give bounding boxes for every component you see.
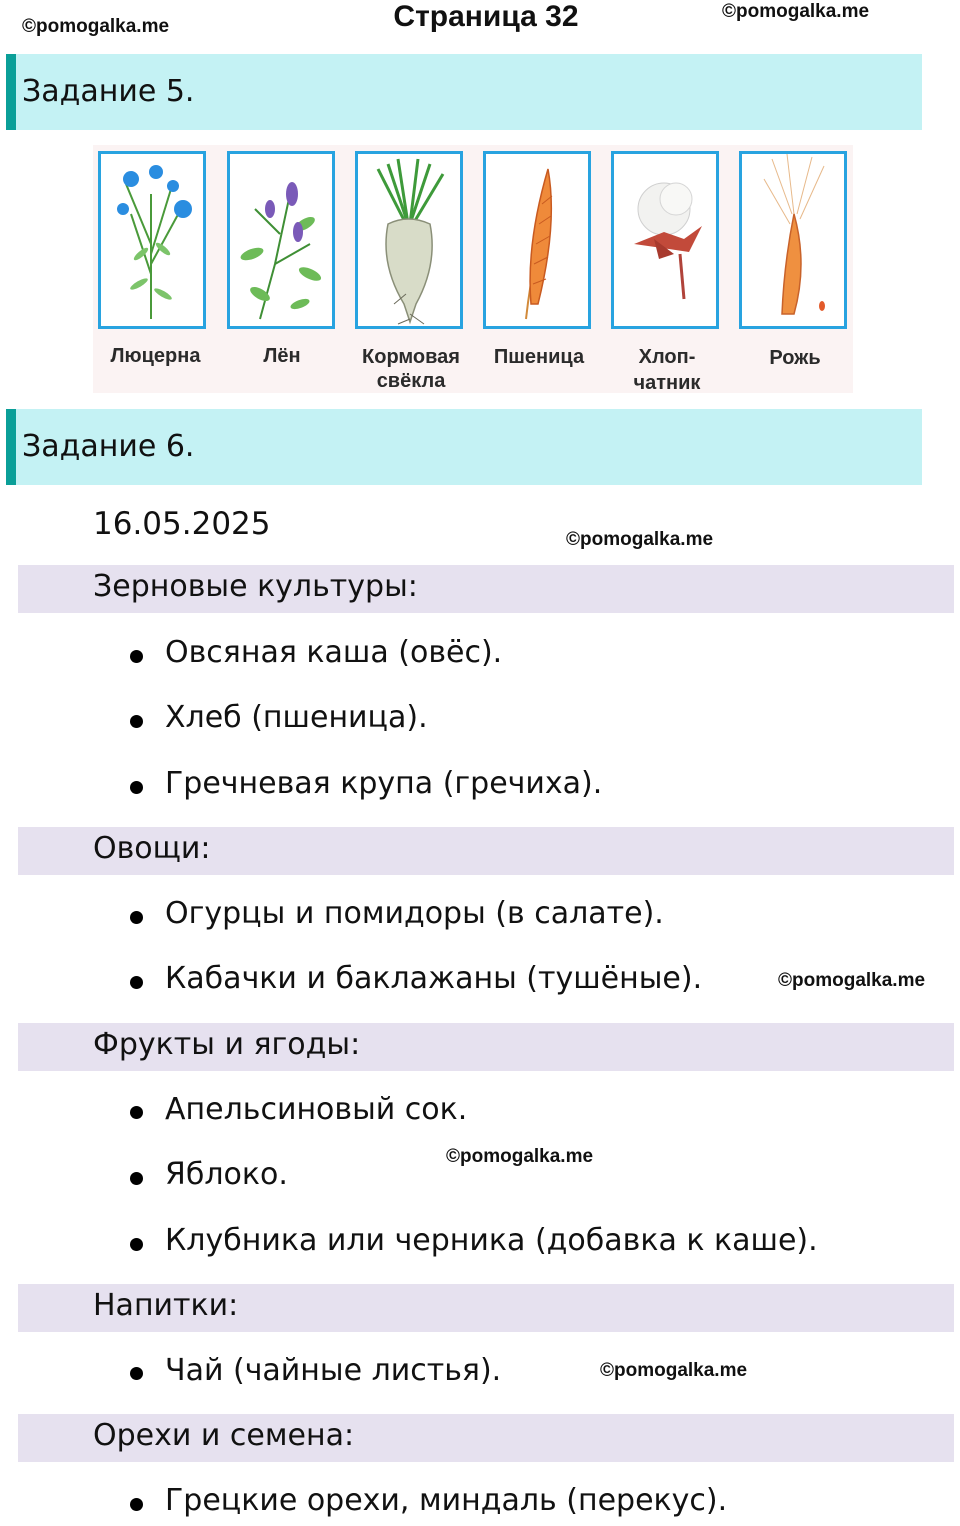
bullet-icon <box>130 1498 143 1511</box>
watermark: ©pomogalka.me <box>566 529 714 550</box>
list-item: Грецкие орехи, миндаль (перекус). <box>165 1483 728 1518</box>
list-item: Апельсиновый сок. <box>165 1092 468 1127</box>
wheat-ear-icon <box>486 154 588 326</box>
task-5-banner <box>6 54 922 130</box>
watermark: ©pomogalka.me <box>600 1360 748 1381</box>
task-6-title: Задание 6. <box>22 429 195 464</box>
bullet-icon <box>130 781 143 794</box>
category-header <box>18 827 954 875</box>
task-6-banner <box>6 409 922 485</box>
bullet-icon <box>130 715 143 728</box>
plant-card-lucerne <box>98 151 206 329</box>
plant-label: Хлоп- <box>638 346 696 368</box>
list-item: Кабачки и баклажаны (тушёные). <box>165 961 703 996</box>
list-item: Хлеб (пшеница). <box>165 700 428 735</box>
category-header <box>18 565 954 613</box>
bullet-icon <box>130 1172 143 1185</box>
plant-label: чатник <box>633 372 701 394</box>
bullet-icon <box>130 911 143 924</box>
plant-label: Пшеница <box>493 346 585 368</box>
blue-flower-icon <box>101 154 203 326</box>
watermark: ©pomogalka.me <box>446 1146 594 1167</box>
plant-card-rye <box>739 151 847 329</box>
plant-label: Люцерна <box>110 345 201 367</box>
list-item: Овсяная каша (овёс). <box>165 635 503 670</box>
watermark: ©pomogalka.me <box>722 1 870 22</box>
plant-card-flax <box>227 151 335 329</box>
list-item: Чай (чайные листья). <box>165 1353 502 1388</box>
task-5-title: Задание 5. <box>22 74 195 109</box>
purple-flower-icon <box>230 154 332 326</box>
plant-label: Рожь <box>769 347 821 369</box>
bullet-icon <box>130 1367 143 1380</box>
plant-label: Лён <box>263 345 301 367</box>
bullet-icon <box>130 1238 143 1251</box>
plant-card-cotton <box>611 151 719 329</box>
category-title: Зерновые культуры: <box>93 569 418 604</box>
plants-illustration <box>93 145 853 393</box>
list-item: Клубника или черника (добавка к каше). <box>165 1223 818 1258</box>
cotton-boll-icon <box>614 154 716 326</box>
bullet-icon <box>130 1106 143 1119</box>
watermark: ©pomogalka.me <box>778 970 926 991</box>
bullet-icon <box>130 976 143 989</box>
category-title: Овощи: <box>93 831 211 866</box>
rye-ear-icon <box>742 154 844 326</box>
watermark: ©pomogalka.me <box>22 16 170 37</box>
date: 16.05.2025 <box>93 506 271 542</box>
category-title: Напитки: <box>93 1288 239 1323</box>
list-item: Гречневая крупа (гречиха). <box>165 766 603 801</box>
category-header <box>18 1284 954 1332</box>
category-title: Фрукты и ягоды: <box>93 1027 361 1062</box>
plant-card-wheat <box>483 151 591 329</box>
category-title: Орехи и семена: <box>93 1418 355 1453</box>
category-header <box>18 1414 954 1462</box>
plant-label: свёкла <box>376 370 446 392</box>
page-title: Страница 32 <box>393 0 579 33</box>
category-header <box>18 1023 954 1071</box>
list-item: Яблоко. <box>165 1157 288 1192</box>
bullet-icon <box>130 650 143 663</box>
beet-root-icon <box>358 154 460 326</box>
list-item: Огурцы и помидоры (в салате). <box>165 896 664 931</box>
plant-card-beet <box>355 151 463 329</box>
plant-label: Кормовая <box>362 346 460 368</box>
